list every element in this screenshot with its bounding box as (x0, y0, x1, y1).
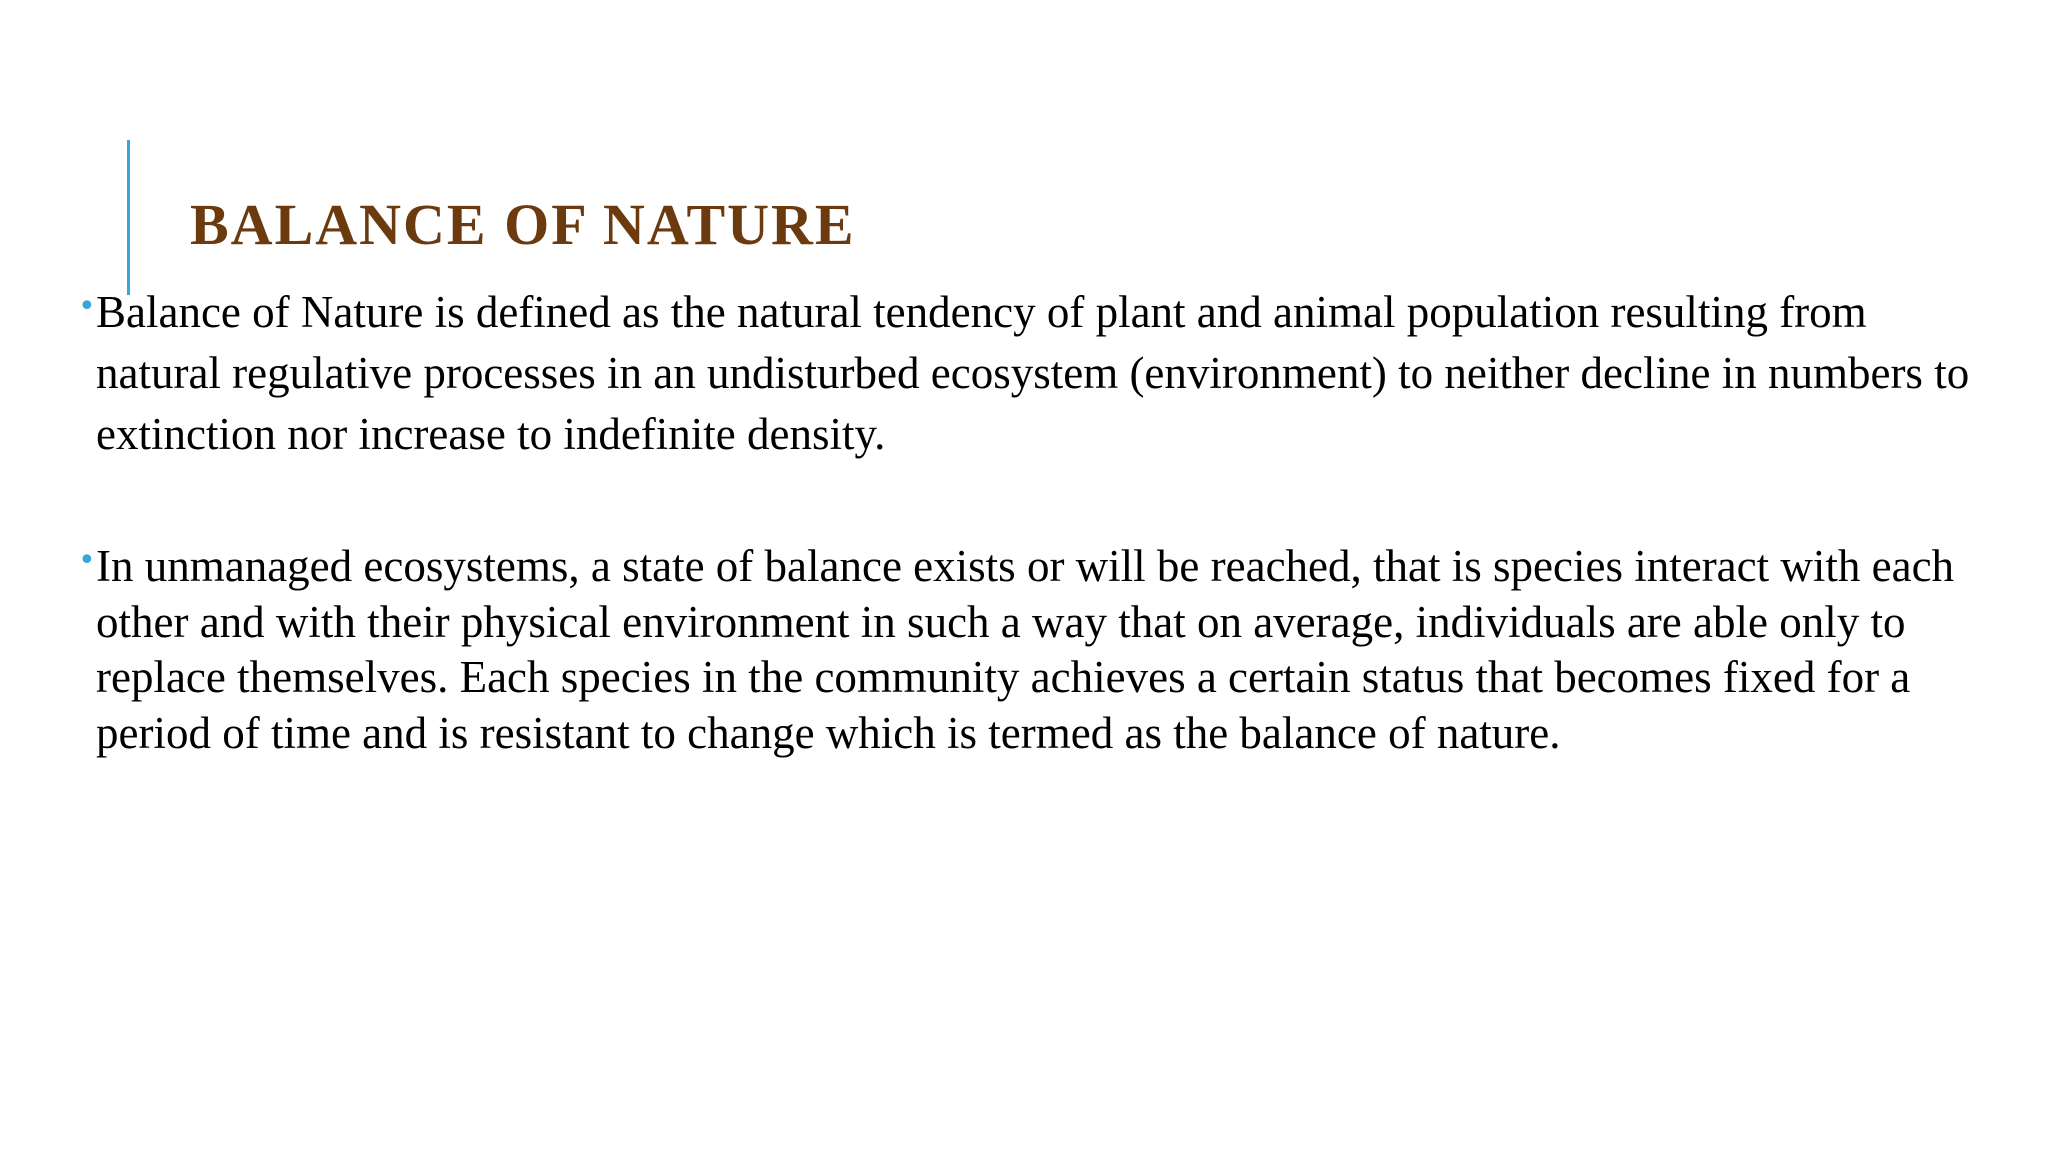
bullet-text: Balance of Nature is defined as the natural tendency of plant and animal population resulting from natural regulative processes in an undisturbed ecosystem (environment) to neither decline in numbers to extinction nor increase to indefinite density. (96, 287, 1970, 459)
bullet-dot-icon: • (78, 289, 96, 324)
bullet-text: In unmanaged ecosystems, a state of balance exists or will be reached, that is species interact with each other and with their physical environment in such a way that on average, individuals are able only to replace themselves. Each species in the community achieves a certain status that becomes fixed for a period of time and is resistant to change which is termed as the balance of nature. (96, 541, 1955, 758)
accent-bar (127, 140, 130, 295)
bullet-list (78, 282, 1978, 761)
bullet-item (78, 539, 1978, 761)
bullet-dot-icon: • (78, 543, 96, 578)
bullet-item (78, 282, 1978, 465)
slide-title: BALANCE OF NATURE (190, 192, 856, 257)
